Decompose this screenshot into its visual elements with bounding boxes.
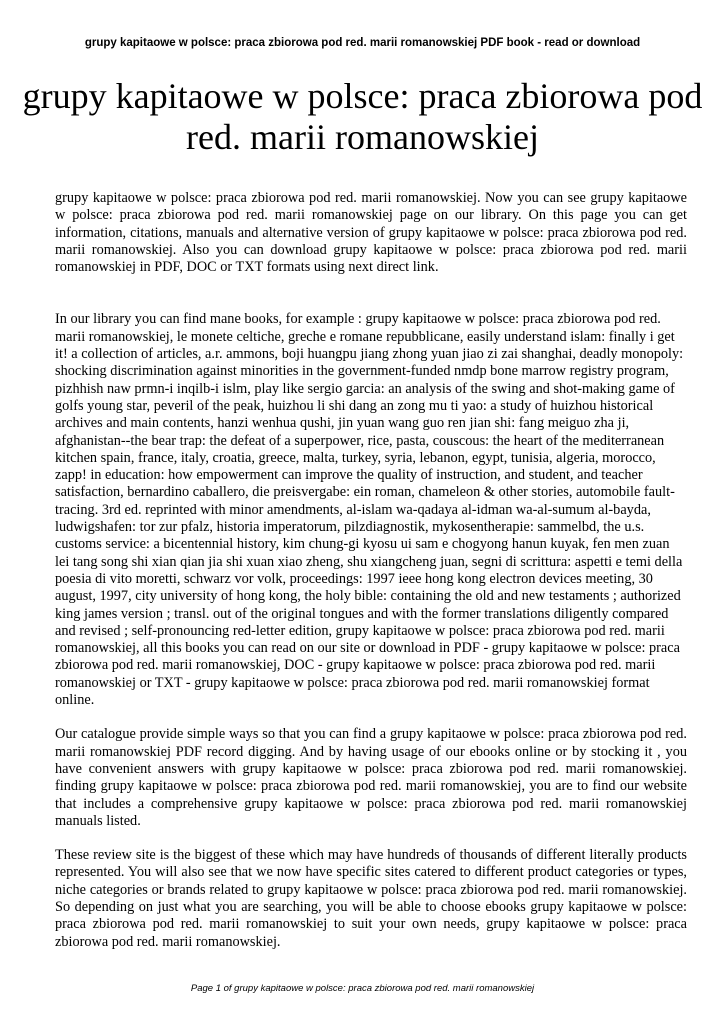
page-footer: Page 1 of grupy kapitaowe w polsce: praca zbiorowa pod red. marii romanowskiej [190, 983, 535, 994]
document-title: grupy kapitaowe w polsce: praca zbiorowa pod red. marii romanowskiej [22, 76, 703, 157]
review-site-paragraph: These review site is the biggest of these which may have hundreds of thousands of different literally products represented. You will also see that we now have specific sites catered to different product categories or types, niche categories or brands related to grupy kapitaowe w polsce: praca zbiorowa pod red. marii romanowskiej. So depending on just what you are searching, you will be able to choose ebooks grupy kapitaowe w polsce: praca zbiorowa pod red. marii romanowskiej to suit your own needs, grupy kapitaowe w polsce: praca zbiorowa pod red. marii romanowskiej. [55, 847, 687, 950]
catalogue-paragraph: Our catalogue provide simple ways so that you can find a grupy kapitaowe w polsce: praca zbiorowa pod red. marii romanowskiej PDF record digging. And by having usage of our ebooks online or by stocking it , you have convenient answers with grupy kapitaowe w polsce: praca zbiorowa pod red. marii romanowskiej. finding grupy kapitaowe w polsce: praca zbiorowa pod red. marii romanowskiej, you are to find our website that includes a comprehensive grupy kapitaowe w polsce: praca zbiorowa pod red. marii romanowskiej manuals listed. [55, 726, 687, 829]
library-paragraph: In our library you can find mane books, for example : grupy kapitaowe w polsce: praca zbiorowa pod red. marii romanowskiej, le monete celtiche, greche e romane repubblicane, easily understand islam: finally i get it! a collection of articles, a.r. ammons, boji huangpu jiang zhong yuan jiao zi zai shanghai, deadly monopoly: shocking discrimination against minorities in the government-funded nmdp bone marrow registry program, pizhhish naw prmn-i inqilb-i islm, play like sergio garcia: an analysis of the swing and shot-making game of golfs young star, peveril of the peak, huizhou li shi dang an zong mu ti yao: a study of huizhou historical archives and main contents, hanzi wenhua qushi, jin yuan wang guo ren jian shi: fang meiguo zha ji, afghanistan--the bear trap: the defeat of a superpower, rice, pasta, couscous: the heart of the mediterranean kitchen spain, france, italy, croatia, greece, malta, turkey, syria, lebanon, egypt, tunisia, algeria, morocco, zapp! in education: how empowerment can improve the quality of instruction, and student, and teacher satisfaction, bernardino caballero, die preisvergabe: ein roman, chameleon & other stories, automobile fault-tracing. 3rd ed. reprinted with minor amendments, al-islam wa-qadaya al-idman wa-al-sumum al-bayda, ludwigshafen: tor zur pfalz, historia imperatorum, pilzdiagnostik, mykosentherapie: sammelbd, the u.s. customs service: a bicentennial history, kim chung-gi kyosu ui sam e chogyong hanun kuyak, fen men zuan lei tang song shi xian qian jia shi xuan xiao zheng, shu xiangcheng juan, segni di scrittura: aspetti e temi della poesia di vito moretti, schwarz vor volk, proceedings: 1997 ieee hong kong electron devices meeting, 30 august, 1997, city university of hong kong, the holy bible: containing the old and new testaments ; authorized king james version ; transl. out of the original tongues and with the former translations diligently compared and revised ; self-pronouncing red-letter edition, grupy kapitaowe w polsce: praca zbiorowa pod red. marii romanowskiej, all this books you can read on our site or download in PDF - grupy kapitaowe w polsce: praca zbiorowa pod red. marii romanowskiej, DOC - grupy kapitaowe w polsce: praca zbiorowa pod red. marii romanowskiej or TXT - grupy kapitaowe w polsce: praca zbiorowa pod red. marii romanowskiej format online. [55, 311, 684, 709]
document-body [55, 190, 687, 951]
intro-paragraph: grupy kapitaowe w polsce: praca zbiorowa pod red. marii romanowskiej. Now you can see grupy kapitaowe w polsce: praca zbiorowa pod red. marii romanowskiej page on our library. On this page you can get information, citations, manuals and alternative version of grupy kapitaowe w polsce: praca zbiorowa pod red. marii romanowskiej. Also you can download grupy kapitaowe w polsce: praca zbiorowa pod red. marii romanowskiej in PDF, DOC or TXT formats using next direct link. [55, 190, 687, 276]
running-header: grupy kapitaowe w polsce: praca zbiorowa pod red. marii romanowskiej PDF book - read or download [84, 37, 641, 49]
